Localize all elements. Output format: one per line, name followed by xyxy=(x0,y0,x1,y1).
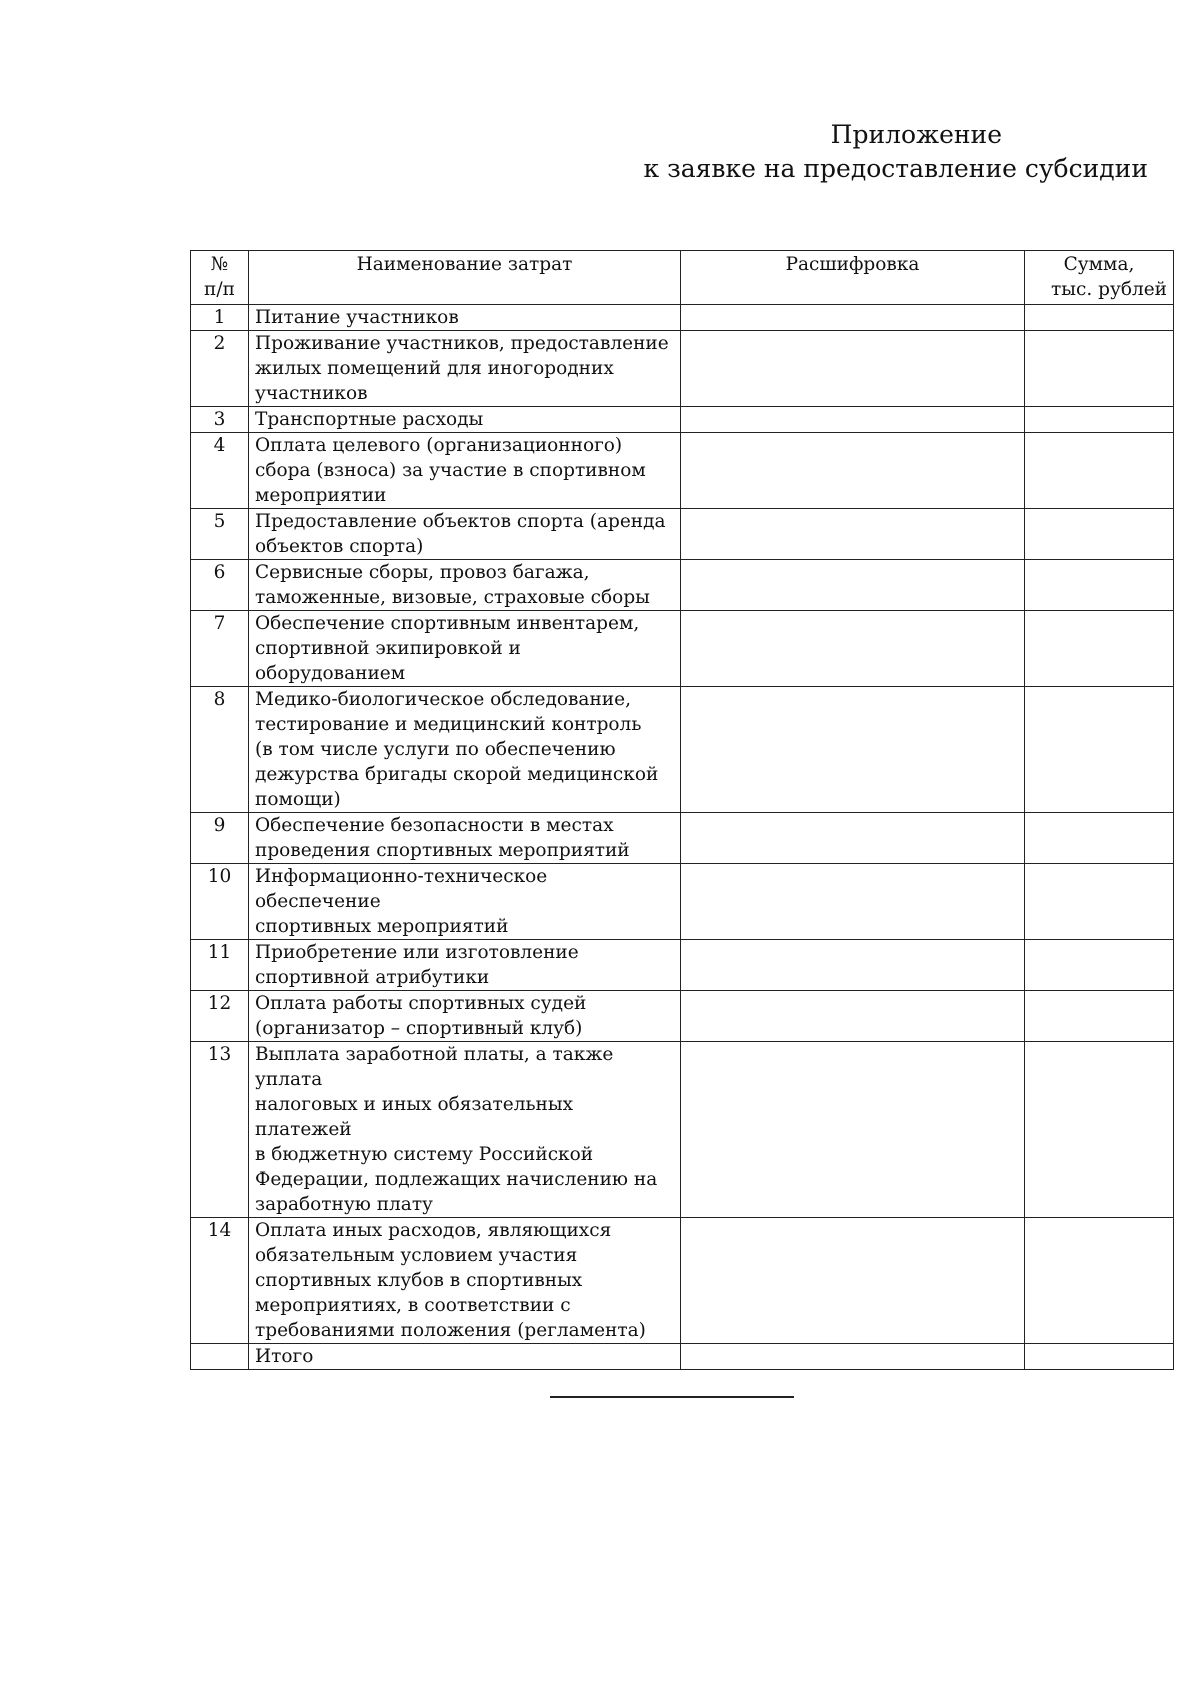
column-header-sum-line1: Сумма, xyxy=(1063,254,1135,275)
table-row xyxy=(191,331,1174,407)
row-description-cell xyxy=(681,611,1025,687)
row-name-cell: Предоставление объектов спорта (аренда объектов спорта) xyxy=(249,509,681,560)
row-sum-cell xyxy=(1025,864,1174,940)
table-row xyxy=(191,813,1174,864)
column-header-description: Расшифровка xyxy=(681,251,1025,305)
table-row xyxy=(191,864,1174,940)
cost-table xyxy=(190,250,1174,1370)
row-description-cell xyxy=(681,940,1025,991)
row-description-cell xyxy=(681,864,1025,940)
row-name-cell: Проживание участников, предоставление жилых помещений для иногородних участников xyxy=(249,331,681,407)
table-row xyxy=(191,509,1174,560)
column-header-number xyxy=(191,251,249,305)
row-sum-cell xyxy=(1025,1042,1174,1218)
row-number-cell: 13 xyxy=(191,1042,249,1218)
table-row xyxy=(191,560,1174,611)
row-sum-cell xyxy=(1025,1344,1174,1370)
row-number-cell: 8 xyxy=(191,687,249,813)
row-description-cell xyxy=(681,1218,1025,1344)
row-name-cell: Итого xyxy=(249,1344,681,1370)
row-name-cell: Питание участников xyxy=(249,305,681,331)
row-sum-cell xyxy=(1025,560,1174,611)
row-sum-cell xyxy=(1025,687,1174,813)
row-name-cell: Обеспечение спортивным инвентарем, спортивной экипировкой и оборудованием xyxy=(249,611,681,687)
row-name-cell: Оплата иных расходов, являющихся обязательным условием участия спортивных клубов в спортивных мероприятиях, в соответствии с требованиями положения (регламента) xyxy=(249,1218,681,1344)
row-name-cell: Медико-биологическое обследование, тестирование и медицинский контроль (в том числе услуги по обеспечению дежурства бригады скорой медицинской помощи) xyxy=(249,687,681,813)
table-row xyxy=(191,305,1174,331)
table-row xyxy=(191,1042,1174,1218)
row-number-cell: 3 xyxy=(191,407,249,433)
table-row xyxy=(191,433,1174,509)
column-header-sum-line2: тыс. рублей xyxy=(1051,279,1167,300)
row-sum-cell xyxy=(1025,611,1174,687)
row-name-cell: Выплата заработной платы, а также уплата налоговых и иных обязательных платежей в бюджетную систему Российской Федерации, подлежащих начислению на заработную плату xyxy=(249,1042,681,1218)
table-row xyxy=(191,407,1174,433)
row-name-cell: Обеспечение безопасности в местах проведения спортивных мероприятий xyxy=(249,813,681,864)
document-subtitle: к заявке на предоставление субсидии xyxy=(643,154,1148,183)
table-row xyxy=(191,687,1174,813)
row-name-cell: Информационно-техническое обеспечение спортивных мероприятий xyxy=(249,864,681,940)
row-description-cell xyxy=(681,991,1025,1042)
row-sum-cell xyxy=(1025,509,1174,560)
row-number-cell: 2 xyxy=(191,331,249,407)
row-number-cell: 1 xyxy=(191,305,249,331)
row-description-cell xyxy=(681,305,1025,331)
row-number-cell: 4 xyxy=(191,433,249,509)
row-sum-cell xyxy=(1025,305,1174,331)
table-row xyxy=(191,991,1174,1042)
row-number-cell: 10 xyxy=(191,864,249,940)
row-name-cell: Оплата целевого (организационного) сбора (взноса) за участие в спортивном мероприятии xyxy=(249,433,681,509)
row-sum-cell xyxy=(1025,433,1174,509)
row-description-cell xyxy=(681,407,1025,433)
row-sum-cell xyxy=(1025,407,1174,433)
row-description-cell xyxy=(681,331,1025,407)
row-name-cell: Оплата работы спортивных судей (организатор – спортивный клуб) xyxy=(249,991,681,1042)
column-header-number-line1: № xyxy=(210,254,229,275)
row-sum-cell xyxy=(1025,813,1174,864)
column-header-number-line2: п/п xyxy=(204,279,235,300)
row-description-cell xyxy=(681,1344,1025,1370)
row-number-cell: 5 xyxy=(191,509,249,560)
column-header-sum xyxy=(1025,251,1174,305)
cost-table-body xyxy=(191,305,1174,1370)
row-number-cell: 6 xyxy=(191,560,249,611)
row-sum-cell xyxy=(1025,1218,1174,1344)
row-number-cell: 9 xyxy=(191,813,249,864)
row-description-cell xyxy=(681,813,1025,864)
row-number-cell: 12 xyxy=(191,991,249,1042)
column-header-name: Наименование затрат xyxy=(249,251,681,305)
row-description-cell xyxy=(681,1042,1025,1218)
row-number-cell: 11 xyxy=(191,940,249,991)
row-description-cell xyxy=(681,433,1025,509)
row-number-cell: 14 xyxy=(191,1218,249,1344)
document-title: Приложение xyxy=(830,120,1002,149)
footer-divider xyxy=(550,1396,794,1398)
row-name-cell: Приобретение или изготовление спортивной атрибутики xyxy=(249,940,681,991)
table-row xyxy=(191,611,1174,687)
row-description-cell xyxy=(681,509,1025,560)
row-description-cell xyxy=(681,687,1025,813)
row-number-cell xyxy=(191,1344,249,1370)
row-number-cell: 7 xyxy=(191,611,249,687)
table-row xyxy=(191,940,1174,991)
row-name-cell: Транспортные расходы xyxy=(249,407,681,433)
row-sum-cell xyxy=(1025,940,1174,991)
row-sum-cell xyxy=(1025,331,1174,407)
table-row xyxy=(191,1218,1174,1344)
row-description-cell xyxy=(681,560,1025,611)
table-header-row xyxy=(191,251,1174,305)
table-row xyxy=(191,1344,1174,1370)
row-sum-cell xyxy=(1025,991,1174,1042)
row-name-cell: Сервисные сборы, провоз багажа, таможенные, визовые, страховые сборы xyxy=(249,560,681,611)
